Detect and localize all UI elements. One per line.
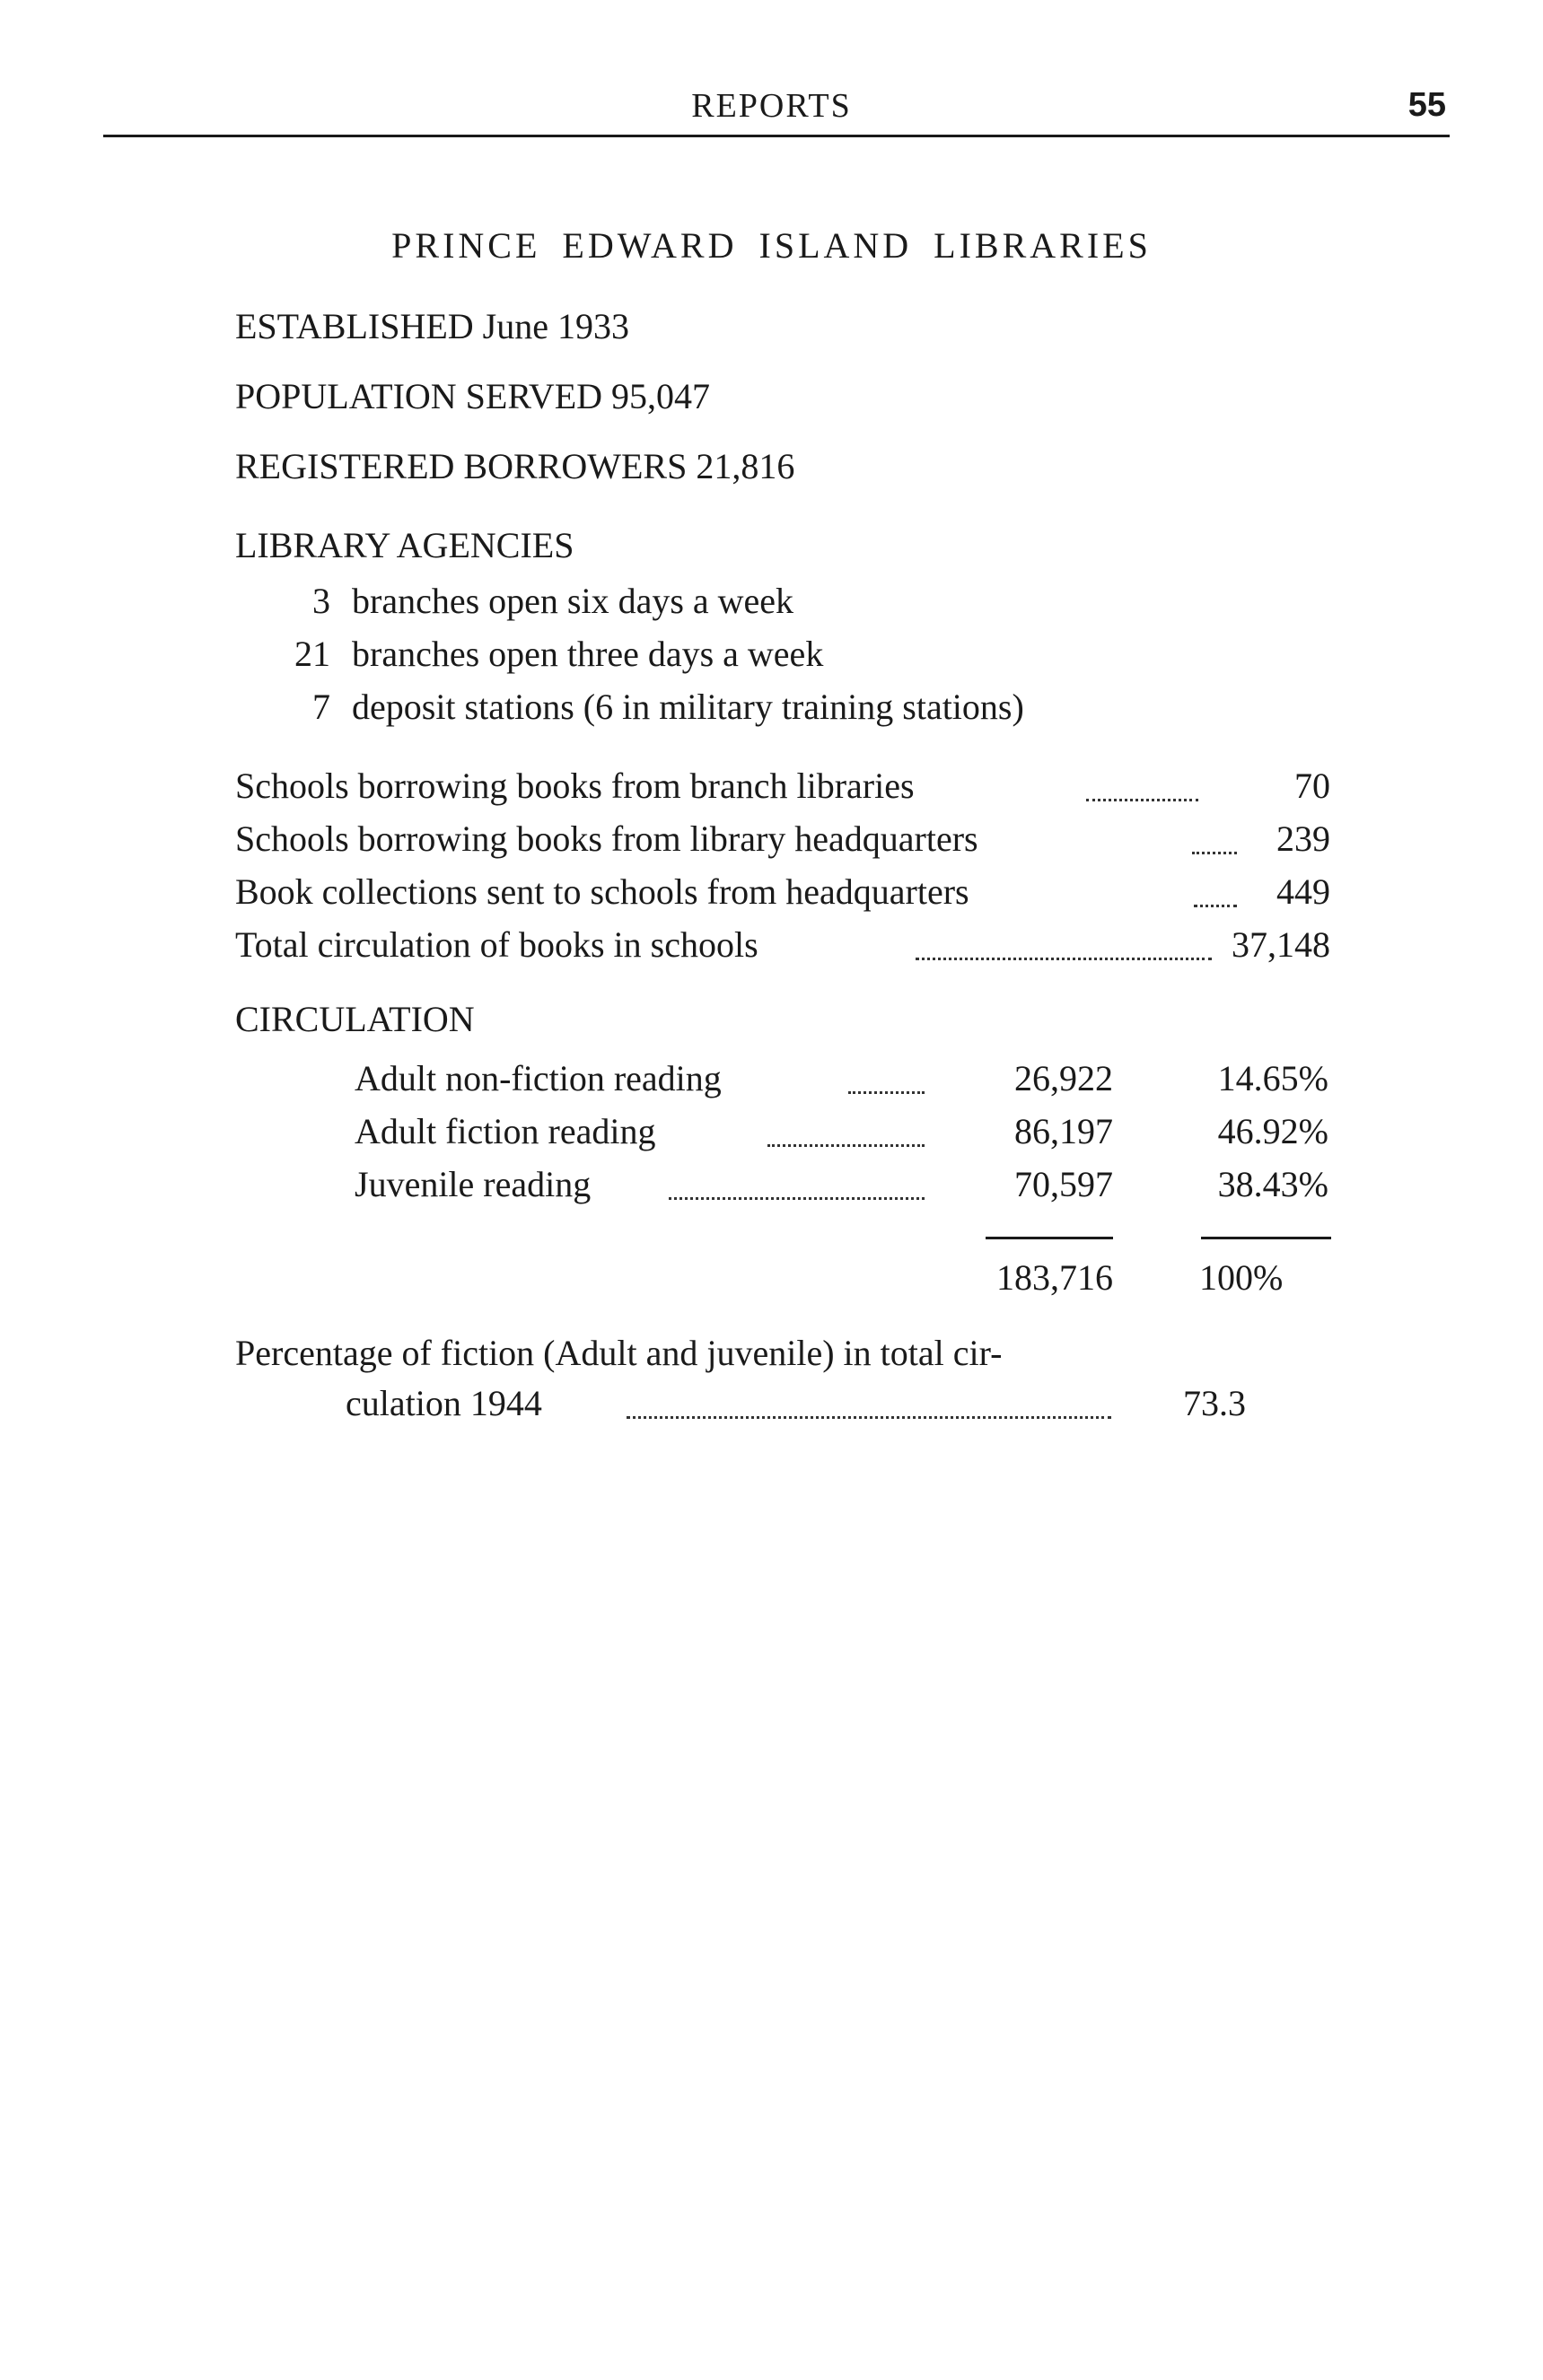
agency-count: 7 [312, 687, 330, 727]
population-line: POPULATION SERVED 95,047 [235, 376, 711, 416]
circulation-percent: 46.92% [1217, 1111, 1328, 1151]
circulation-label: Adult fiction reading [355, 1111, 656, 1151]
agency-text: deposit stations (6 in military training stations) [352, 687, 1024, 727]
fiction-percentage-line1: Percentage of fiction (Adult and juvenile) in total cir- [235, 1333, 1003, 1373]
schools-value: 37,148 [1232, 924, 1330, 965]
established-line: ESTABLISHED June 1933 [235, 306, 630, 346]
leader-dots [848, 1091, 925, 1094]
agency-text: branches open six days a week [352, 581, 794, 621]
circulation-percent: 38.43% [1217, 1164, 1328, 1204]
fiction-percentage-line2: culation 1944 [346, 1383, 542, 1423]
circulation-total-count: 183,716 [996, 1257, 1113, 1298]
agency-text: branches open three days a week [352, 634, 824, 674]
total-rule [986, 1237, 1113, 1239]
circulation-label: Juvenile reading [355, 1164, 592, 1204]
schools-value: 70 [1294, 766, 1330, 806]
schools-label: Total circulation of books in schools [235, 924, 758, 965]
leader-dots [627, 1416, 1111, 1419]
agency-count: 3 [312, 581, 330, 621]
total-rule [1201, 1237, 1331, 1239]
header-rule [103, 135, 1450, 137]
leader-dots [767, 1144, 925, 1147]
page-title: PRINCE EDWARD ISLAND LIBRARIES [391, 225, 1152, 266]
circulation-percent: 14.65% [1217, 1058, 1328, 1098]
fiction-percentage-value: 73.3 [1183, 1383, 1246, 1423]
circulation-heading: CIRCULATION [235, 999, 475, 1039]
schools-label: Schools borrowing books from library headquarters [235, 818, 978, 859]
circulation-count: 86,197 [1014, 1111, 1113, 1151]
circulation-count: 26,922 [1014, 1058, 1113, 1098]
leader-dots [669, 1197, 925, 1200]
circulation-count: 70,597 [1014, 1164, 1113, 1204]
agency-count: 21 [294, 634, 330, 674]
schools-value: 239 [1276, 818, 1330, 859]
leader-dots [916, 958, 1212, 960]
agencies-heading: LIBRARY AGENCIES [235, 525, 574, 565]
leader-dots [1086, 799, 1198, 801]
circulation-total-percent: 100% [1199, 1257, 1284, 1298]
schools-value: 449 [1276, 871, 1330, 912]
borrowers-line: REGISTERED BORROWERS 21,816 [235, 446, 795, 486]
circulation-label: Adult non-fiction reading [355, 1058, 722, 1098]
schools-label: Schools borrowing books from branch libraries [235, 766, 915, 806]
schools-label: Book collections sent to schools from headquarters [235, 871, 969, 912]
running-header-title: REPORTS [691, 87, 852, 125]
page-number: 55 [1407, 86, 1446, 124]
